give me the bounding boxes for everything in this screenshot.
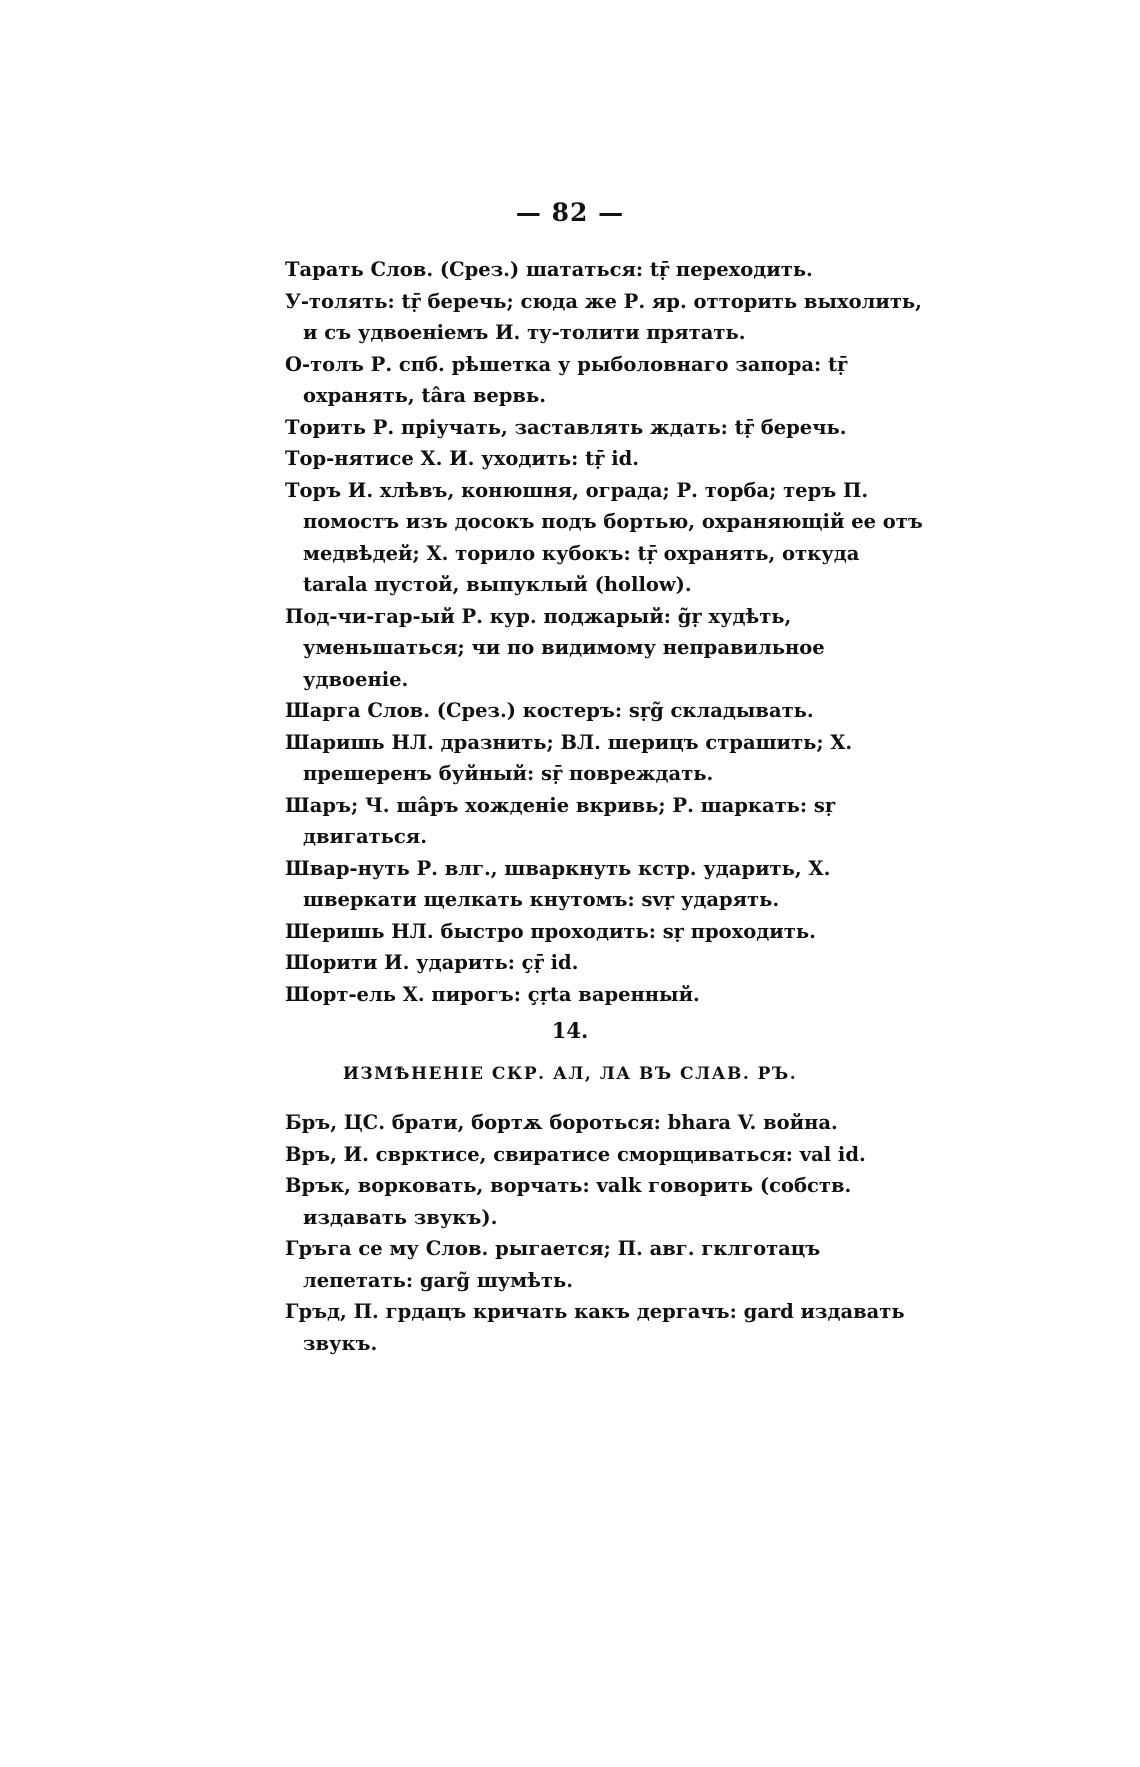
entry: Връ, И. сврктисе, свиратисе сморщиваться: val id. bbox=[285, 1142, 866, 1166]
entry: Бръ, ЦС. брати, бортѫ бороться: bhara V. война. bbox=[285, 1111, 838, 1134]
entry: Торить Р. пріучать, заставлять ждать: tṝ беречь. bbox=[285, 415, 847, 439]
entry: О-толъ Р. спб. рѣшетка у рыболовнаго запора: tṝ охранять, târa вервь. bbox=[285, 352, 848, 407]
entry: Гръд, П. грдацъ кричать какъ дергачъ: gard издавать звукъ. bbox=[285, 1300, 905, 1355]
entry: Тор-нятисе Х. И. уходить: tṝ id. bbox=[285, 447, 640, 470]
page-number: — 82 — bbox=[515, 198, 625, 227]
section-number: 14. bbox=[551, 1018, 589, 1043]
entry: Шорити И. ударить: çṝ id. bbox=[285, 951, 579, 974]
entry: Швар-нуть Р. влг., шваркнуть кстр. ударить, Х. шверкати щелкать кнутомъ: svṛ ударять. bbox=[285, 856, 831, 911]
section-heading: ИЗМѢНЕНІЕ СКР. АЛ, ЛА ВЪ СЛАВ. РЪ. bbox=[342, 1064, 798, 1084]
entry: Шаришь НЛ. дразнить; ВЛ. шерицъ страшить; Х. прешеренъ буйный: sṝ повреждать. bbox=[285, 730, 853, 785]
entries-block-2 bbox=[285, 1107, 925, 1359]
entry: У-толять: tṝ беречь; сюда же Р. яр. отторить выхолить, и съ удвоеніемъ И. ту-толити прятать. bbox=[285, 289, 922, 344]
entry: Торъ И. хлѣвъ, конюшня, ограда; Р. торба; теръ П. помостъ изъ досокъ подъ бортью, охраняющій ее отъ медвѣдей; Х. торило кубокъ: tṝ охранять, откуда tarala пустой, выпуклый (hollow). bbox=[285, 478, 923, 596]
entry: Шарга Слов. (Срез.) костеръ: sṛg̃ складывать. bbox=[285, 699, 814, 722]
entries-block bbox=[285, 254, 925, 1010]
entry: Под-чи-гар-ый Р. кур. поджарый: g̃ṛ худѣть, уменьшаться; чи по видимому неправильное удвоеніе. bbox=[285, 604, 825, 691]
entry: Шорт-ель Х. пирогъ: çṛta варенный. bbox=[285, 982, 700, 1006]
entry: Врък, ворковать, ворчать: valk говорить (собств. издавать звукъ). bbox=[285, 1174, 852, 1229]
entry: Шеришь НЛ. быстро проходить: sṛ проходить. bbox=[285, 919, 816, 943]
entry: Шаръ; Ч. шâръ хожденіе вкривь; Р. шаркать: sṛ двигаться. bbox=[285, 793, 836, 848]
entry: Тарать Слов. (Срез.) шататься: tṝ переходить. bbox=[285, 258, 813, 281]
entry: Гръга се му Слов. рыгается; П. авг. гклготацъ лепетать: garg̃ шумѣть. bbox=[285, 1237, 821, 1292]
